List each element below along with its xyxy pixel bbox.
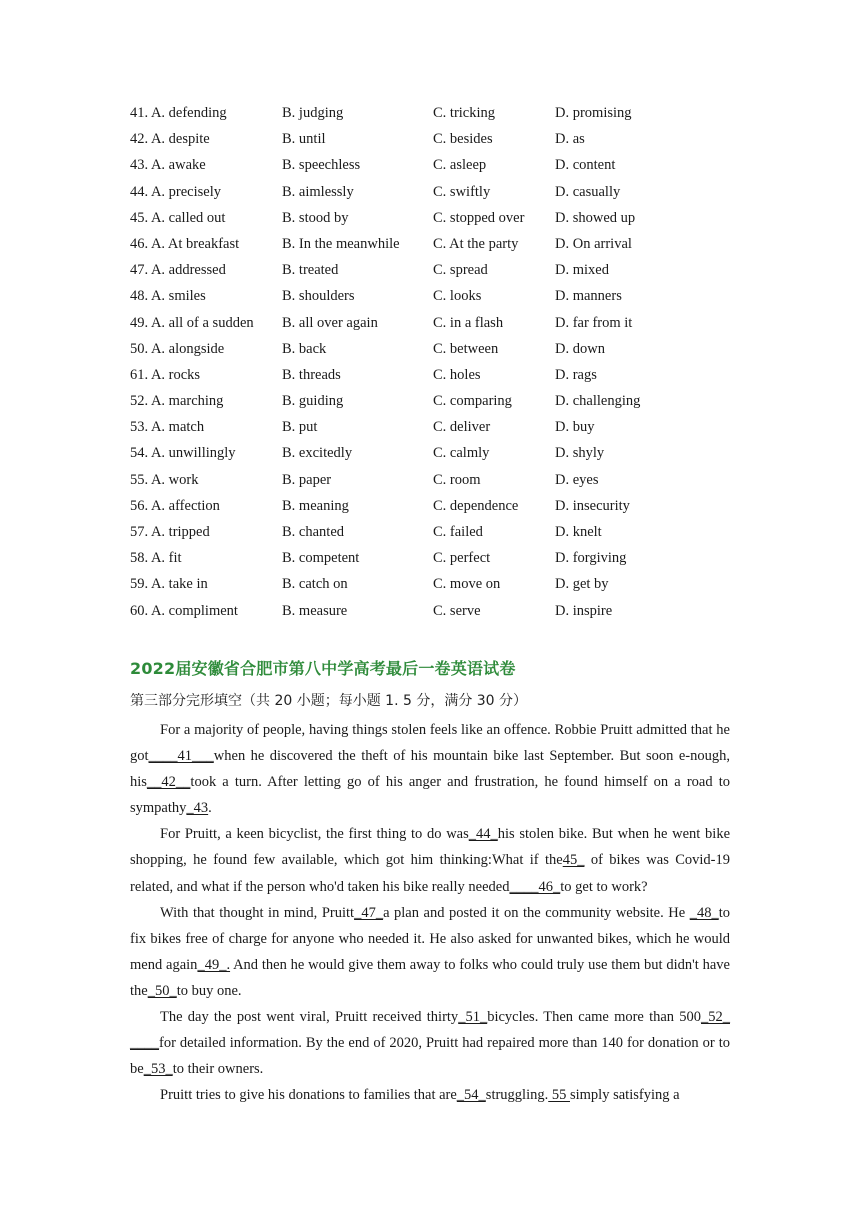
option-row (130, 468, 750, 494)
cloze-passage (130, 717, 730, 1108)
option-d: D. casually (555, 183, 621, 200)
answer-blank: ____46_ (509, 878, 561, 895)
option-d: D. eyes (555, 471, 599, 488)
option-d: D. inspire (555, 602, 613, 619)
option-a: 60. A. compliment (130, 602, 238, 619)
option-c: C. tricking (433, 105, 496, 121)
passage-paragraph (130, 1004, 730, 1082)
options-table (130, 101, 750, 625)
section-title: 2022届安徽省合肥市第八中学高考最后一卷英语试卷 (130, 659, 516, 678)
answer-blank: 55 (548, 1087, 570, 1104)
option-row (130, 520, 750, 546)
option-b: B. meaning (282, 497, 349, 514)
option-d: D. knelt (555, 524, 602, 540)
answer-blank: _47_ (354, 904, 384, 921)
option-row (130, 389, 750, 415)
passage-text: a plan and posted it on the community website. He (383, 904, 690, 921)
option-a: 57. A. tripped (130, 524, 210, 540)
option-b: B. stood by (282, 209, 349, 226)
option-b: B. competent (282, 550, 360, 567)
option-c: C. dependence (433, 497, 519, 514)
option-row (130, 101, 750, 127)
option-row (130, 232, 750, 258)
option-row (130, 572, 750, 598)
option-a: 45. A. called out (130, 209, 226, 226)
option-d: D. content (555, 157, 616, 174)
option-d: D. shyly (555, 445, 605, 462)
option-c: C. holes (433, 366, 481, 383)
passage-text: for detailed information. By the end of 2020, Pruitt had repaired more than 140 for donation or to be (130, 1035, 730, 1078)
option-d: D. mixed (555, 262, 609, 279)
passage-text: simply satisfying a (569, 1087, 680, 1104)
option-c: C. stopped over (433, 209, 525, 226)
option-c: C. between (433, 340, 499, 357)
option-a: 59. A. take in (130, 576, 208, 593)
passage-text: his stolen bike. But when he went bike shopping, he found few available, which got him thinking:What if the (130, 826, 731, 869)
option-row (130, 494, 750, 520)
answer-blank: _43 (186, 800, 209, 817)
passage-paragraph (130, 1082, 730, 1108)
option-d: D. On arrival (555, 235, 632, 252)
answer-blank: _52_ ____ (130, 1009, 730, 1052)
answer-blank: __42__ (146, 774, 191, 791)
option-b: B. guiding (282, 393, 344, 410)
option-a: 56. A. affection (130, 497, 220, 514)
option-row (130, 258, 750, 284)
passage-text: to their owners. (172, 1061, 264, 1078)
option-a: 49. A. all of a sudden (130, 314, 254, 331)
option-b: B. put (282, 419, 318, 436)
option-b: B. aimlessly (282, 183, 354, 200)
option-c: C. move on (433, 576, 501, 593)
option-row (130, 415, 750, 441)
answer-blank: _54_ (456, 1087, 486, 1104)
option-row (130, 441, 750, 467)
passage-text: to fix bikes free of charge for anyone who needed it. He also asked for unwanted bikes, which he would mend again (130, 904, 730, 973)
option-d: D. rags (555, 366, 597, 383)
option-c: C. At the party (433, 235, 519, 252)
option-a: 55. A. work (130, 471, 199, 488)
option-b: B. judging (282, 105, 344, 121)
option-d: D. buy (555, 419, 595, 436)
passage-paragraph (130, 821, 730, 899)
option-b: B. paper (282, 471, 332, 488)
option-a: 46. A. At breakfast (130, 235, 240, 252)
passage-text: . (208, 800, 212, 817)
option-c: C. swiftly (433, 183, 491, 200)
passage-text: And then he would give them away to folks who could truly use them but didn't have the (130, 956, 730, 999)
option-d: D. forgiving (555, 550, 627, 567)
option-c: C. in a flash (433, 314, 504, 331)
answer-blank: _53_ (143, 1061, 173, 1078)
option-a: 48. A. smiles (130, 288, 206, 305)
option-a: 53. A. match (130, 419, 205, 436)
option-a: 61. A. rocks (130, 366, 201, 383)
option-b: B. back (282, 340, 327, 357)
option-a: 47. A. addressed (130, 262, 226, 279)
option-row (130, 206, 750, 232)
option-a: 58. A. fit (130, 550, 182, 567)
option-row (130, 284, 750, 310)
option-row (130, 311, 750, 337)
option-b: B. threads (282, 366, 341, 383)
option-c: C. besides (433, 131, 493, 148)
option-d: D. showed up (555, 209, 636, 226)
option-b: B. chanted (282, 524, 345, 540)
option-a: 50. A. alongside (130, 340, 225, 357)
option-a: 54. A. unwillingly (130, 445, 236, 462)
option-c: C. calmly (433, 445, 490, 462)
option-c: C. room (433, 471, 481, 488)
passage-text: of bikes was Covid-19 related, and what if the person who'd taken his bike really needed (130, 852, 731, 895)
answer-blank: _51_ (458, 1009, 488, 1026)
section-instructions: 第三部分完形填空（共 20 小题；每小题 1. 5 分，满分 30 分） (130, 693, 528, 709)
option-c: C. serve (433, 602, 481, 619)
option-a: 42. A. despite (130, 131, 210, 148)
passage-text: The day the post went viral, Pruitt received thirty (160, 1009, 459, 1026)
option-row (130, 153, 750, 179)
option-row (130, 363, 750, 389)
option-row (130, 599, 750, 625)
option-row (130, 127, 750, 153)
option-b: B. catch on (282, 576, 348, 593)
option-row (130, 180, 750, 206)
option-a: 52. A. marching (130, 393, 224, 410)
option-row (130, 546, 750, 572)
option-d: D. promising (555, 105, 632, 121)
option-c: C. deliver (433, 419, 491, 436)
passage-text: With that thought in mind, Pruitt (160, 904, 355, 921)
option-c: C. perfect (433, 550, 491, 567)
option-b: B. measure (282, 602, 348, 619)
option-d: D. get by (555, 576, 609, 593)
passage-text: to get to work? (560, 878, 648, 895)
option-a: 41. A. defending (130, 105, 227, 121)
passage-text: For Pruitt, a keen bicyclist, the first thing to do was (160, 826, 469, 843)
passage-text: to buy one. (176, 982, 242, 999)
option-d: D. insecurity (555, 497, 630, 514)
passage-text: bicycles. Then came more than 500 (487, 1009, 701, 1026)
passage-paragraph (130, 717, 730, 821)
option-b: B. treated (282, 262, 339, 279)
option-b: B. speechless (282, 157, 361, 174)
option-b: B. shoulders (282, 288, 355, 305)
option-c: C. spread (433, 262, 488, 279)
passage-paragraph (130, 900, 730, 1004)
option-a: 43. A. awake (130, 157, 206, 174)
answer-blank: _44_ (468, 826, 498, 843)
option-a: 44. A. precisely (130, 183, 222, 200)
option-b: B. until (282, 131, 326, 148)
option-d: D. far from it (555, 314, 633, 331)
answer-blank: _48_ (689, 904, 719, 921)
option-d: D. challenging (555, 393, 641, 410)
passage-text: struggling. (485, 1087, 549, 1104)
option-row (130, 337, 750, 363)
option-b: B. In the meanwhile (282, 235, 400, 252)
option-c: C. looks (433, 288, 482, 305)
passage-text: For a majority of people, having things stolen feels like an offence. Robbie Pruitt admitted that he got (130, 722, 730, 765)
answer-blank: _49_. (197, 956, 231, 973)
option-d: D. as (555, 131, 585, 148)
option-b: B. all over again (282, 314, 378, 331)
option-d: D. manners (555, 288, 622, 305)
answer-blank: _50_ (147, 982, 177, 999)
answer-blank: 45_ (562, 852, 585, 869)
answer-blank: ____41___ (148, 748, 214, 765)
option-d: D. down (555, 340, 605, 357)
option-b: B. excitedly (282, 445, 353, 462)
passage-text: took a turn. After letting go of his anger and frustration, he found himself on a road to sympathy (130, 774, 730, 817)
option-c: C. asleep (433, 157, 487, 174)
option-c: C. comparing (433, 393, 512, 410)
passage-text: Pruitt tries to give his donations to families that are (160, 1087, 457, 1104)
option-c: C. failed (433, 524, 483, 540)
passage-text: when he discovered the theft of his mountain bike last September. But soon e-nough, his (130, 748, 730, 791)
